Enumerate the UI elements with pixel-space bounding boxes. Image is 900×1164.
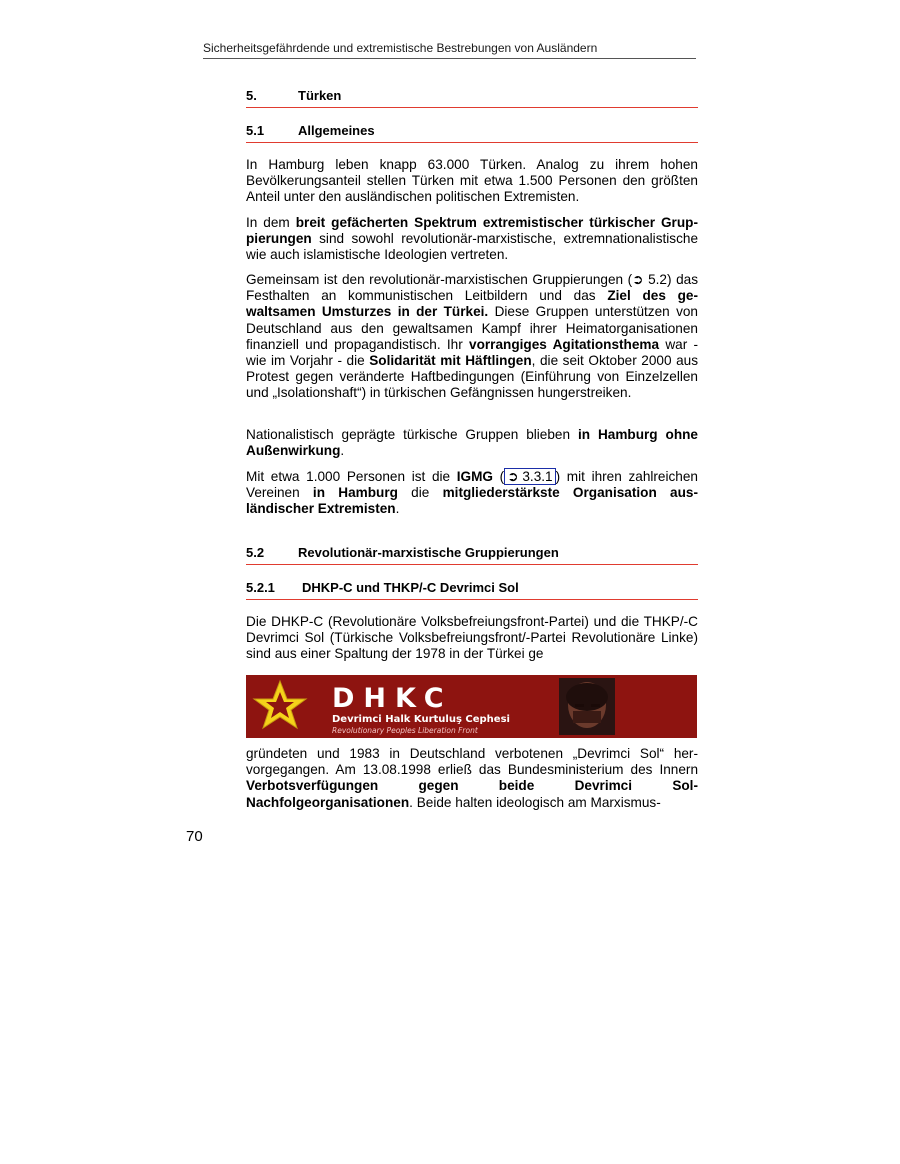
text-run: die bbox=[397, 485, 443, 501]
section-number: 5.2 bbox=[246, 545, 265, 560]
section-heading-5 bbox=[246, 88, 698, 108]
page-number: 70 bbox=[186, 828, 203, 845]
cross-reference-link[interactable]: ➲ 3.3.1 bbox=[504, 468, 555, 485]
text-run: Gemeinsam ist den revolutionär-marxistischen Gruppierungen ( bbox=[246, 272, 633, 287]
section-title: Revolutionär-marxistische Gruppierungen bbox=[298, 545, 559, 560]
bold-run: mitgliederstärkste Organisation ausländischer Extremisten bbox=[246, 485, 698, 517]
bold-run: IGMG bbox=[456, 469, 493, 484]
banner-line-2: Revolutionary Peoples Liberation Front bbox=[332, 726, 478, 735]
paragraph-igmg bbox=[246, 468, 698, 518]
section-number: 5.2.1 bbox=[246, 580, 275, 595]
text-run: In dem bbox=[246, 215, 296, 230]
paragraph-dhkpc-ban bbox=[246, 746, 698, 811]
bold-run: Verbotsverfügungen gegen beide Devrimci Sol-Nachfolgeorganisationen bbox=[246, 778, 698, 810]
bold-run: in Hamburg bbox=[312, 485, 398, 501]
text-run: . bbox=[340, 443, 345, 459]
text-run: ( bbox=[493, 469, 505, 484]
bold-run: vorrangiges Agitationsthema bbox=[469, 336, 660, 352]
section-number: 5. bbox=[246, 88, 257, 103]
section-title: Türken bbox=[298, 88, 342, 103]
text-run: war - wie im Vorjahr - die bbox=[246, 336, 699, 369]
text-run: , die seit Oktober 2000 aus Protest gegen veränderte Haftbedingungen (Einführung von Einzelzellen und „Isolationshaft“) in türkischen Gefängnissen hungerstreiken. bbox=[246, 353, 698, 401]
portrait-photo bbox=[559, 678, 615, 735]
paragraph-marxist-groups bbox=[246, 272, 698, 402]
text-run: sind sowohl revolutionär-marxistische, extremnationalistische wie auch islamistische Ideologien vertreten. bbox=[246, 231, 698, 263]
section-heading-5-2 bbox=[246, 545, 698, 565]
running-header: Sicherheitsgefährdende und extremistische Bestrebungen von Ausländern bbox=[203, 41, 696, 59]
bold-run: Ziel des gewaltsamen Umsturzes in der Türkei. bbox=[246, 288, 699, 320]
bold-run: in Hamburg ohne Außenwirkung bbox=[246, 427, 698, 459]
dhkc-banner-graphic bbox=[246, 675, 697, 738]
banner-logo-text: DHKC bbox=[332, 683, 453, 714]
bold-run: breit gefächerten Spektrum extremistischer türkischer Gruppierungen bbox=[246, 215, 698, 247]
dhkc-banner-image bbox=[246, 675, 697, 738]
section-number: 5.1 bbox=[246, 123, 265, 138]
paragraph-dhkpc-intro: Die DHKP-C (Revolutionäre Volksbefreiungsfront-Partei) und die THKP/-C Devrimci Sol (Türkische Volksbefreiungsfront/-Partei Revolutionäre Linke) sind aus einer Spaltung der 1978 in der Türkei ge bbox=[246, 614, 698, 662]
paragraph-population: In Hamburg leben knapp 63.000 Türken. Analog zu ihrem hohen Bevölkerungsanteil stellen Türken mit etwa 1.500 Personen den größten Anteil unter den ausländischen politischen Extremisten. bbox=[246, 157, 698, 205]
text-run: Mit etwa 1.000 Personen ist die bbox=[246, 469, 457, 484]
text-run: Diese Gruppen unterstützen von Deutschland aus den gewaltsamen Kampf ihrer Heimatorganisationen finanziell und propagandistisch. Ihr bbox=[246, 304, 698, 352]
paragraph-nationalist bbox=[246, 427, 698, 459]
section-title: DHKP-C und THKP/-C Devrimci Sol bbox=[302, 580, 519, 595]
banner-line-1: Devrimci Halk Kurtuluş Cephesi bbox=[332, 714, 510, 725]
text-run: ) mit ihren zahlreichen Vereinen bbox=[246, 469, 698, 501]
text-run: . Beide halten ideologisch am Marxismus- bbox=[409, 794, 661, 810]
bold-run: Solidarität mit Häftlingen bbox=[369, 353, 532, 369]
paragraph-spectrum bbox=[246, 215, 698, 264]
text-run: ) das Festhalten an kommunistischen Leitbildern und das bbox=[246, 272, 698, 304]
text-run: . bbox=[395, 501, 400, 517]
section-heading-5-1 bbox=[246, 123, 698, 143]
cross-reference-link[interactable]: ➲ 5.2 bbox=[632, 272, 667, 287]
text-run: Nationalistisch geprägte türkische Gruppen blieben bbox=[246, 427, 578, 442]
text-run: gründeten und 1983 in Deutschland verbotenen „Devrimci Sol“ hervorgegangen. Am 13.08.1998 erließ das Bundesministerium des Innern bbox=[246, 746, 698, 778]
section-heading-5-2-1 bbox=[246, 580, 698, 600]
section-title: Allgemeines bbox=[298, 123, 375, 138]
